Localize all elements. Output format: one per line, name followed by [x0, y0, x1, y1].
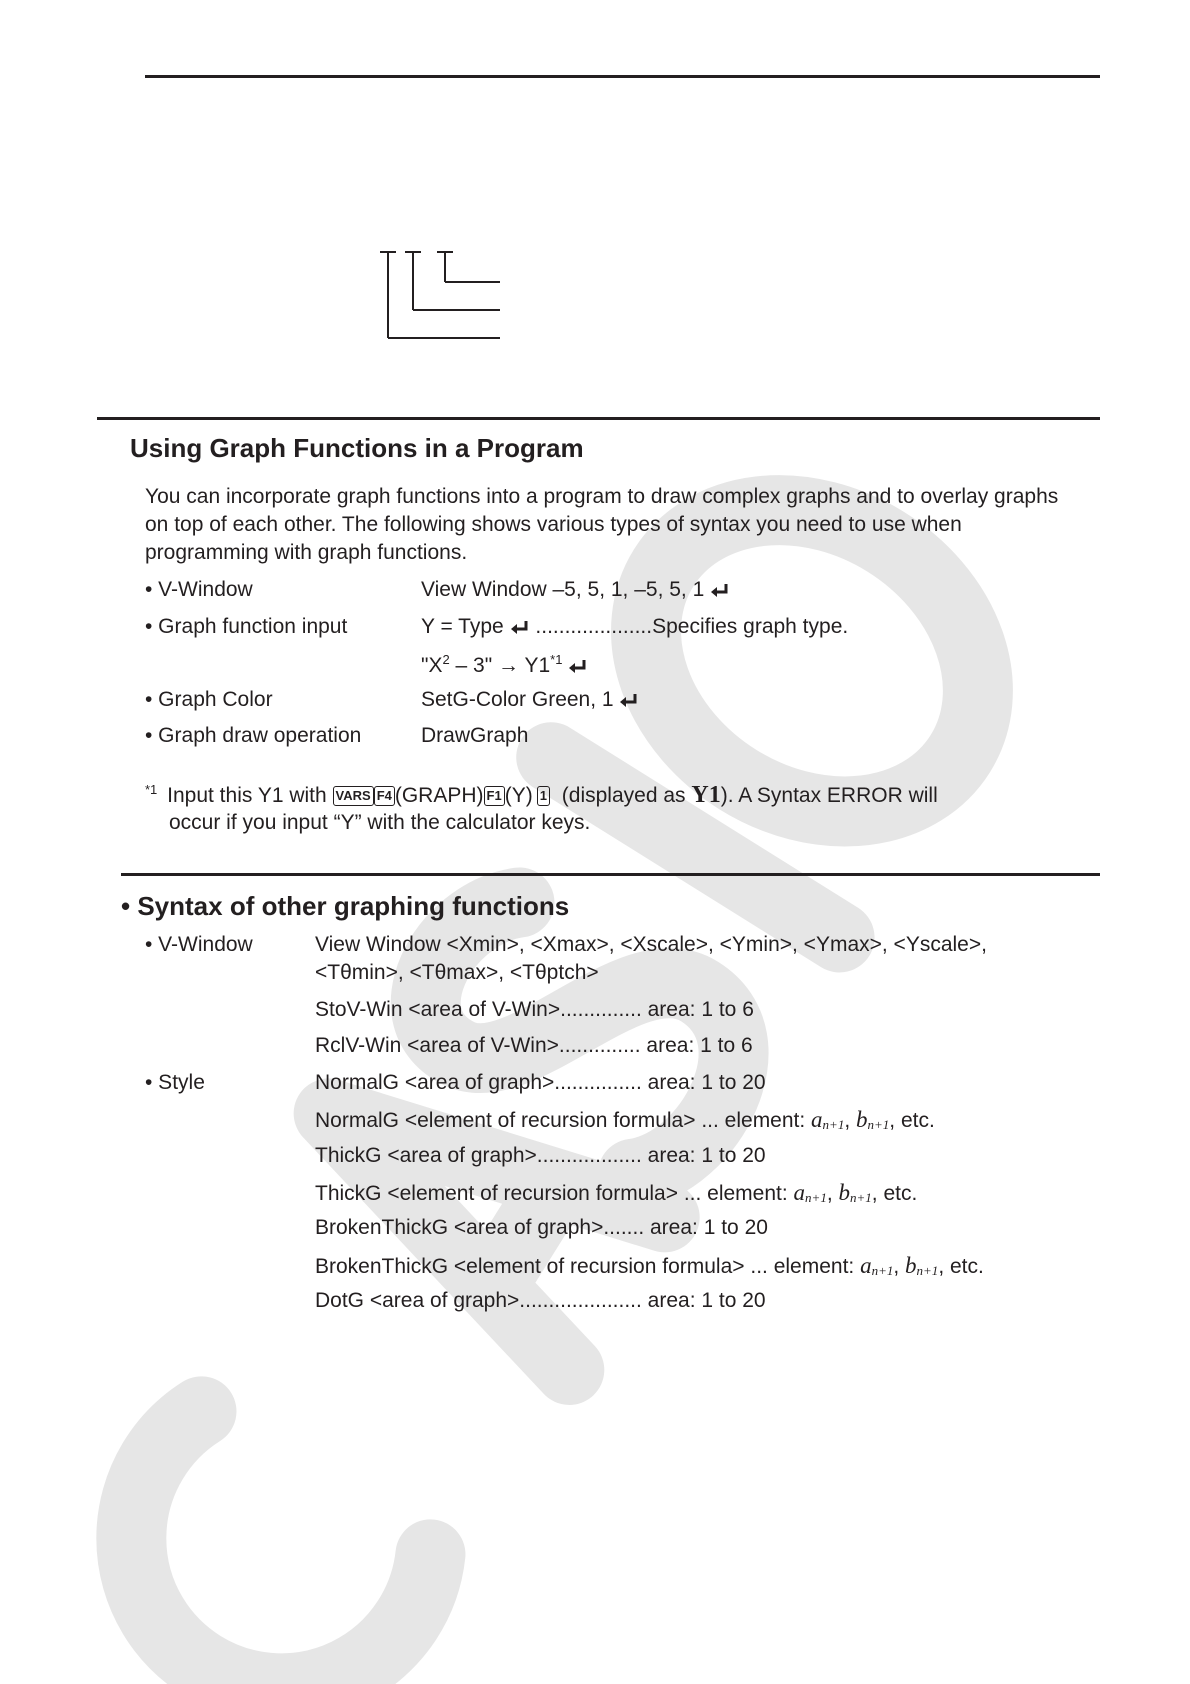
bracket-diagram: [380, 248, 500, 348]
row-color-text: SetG-Color Green, 1: [421, 688, 614, 711]
elem-sub: n+1: [850, 1190, 872, 1205]
x2-pre: "X: [421, 654, 443, 677]
s2-broken-area: BrokenThickG <area of graph>....... area: 1 to 20: [315, 1216, 768, 1239]
elem-a: a: [793, 1180, 806, 1205]
footnote-mark: *1: [145, 782, 158, 797]
s2-normal-elem: [315, 1107, 935, 1133]
footnote-ref: *1: [550, 652, 563, 667]
row-vwindow-text: View Window –5, 5, 1, –5, 5, 1: [421, 578, 705, 601]
graph-label: (GRAPH): [394, 784, 484, 807]
elem-b: b: [856, 1107, 868, 1132]
section2-title: Syntax of other graphing functions: [137, 891, 570, 921]
row-graph-color: [145, 688, 1095, 718]
f4-key: F4: [374, 786, 395, 806]
section1-title: Using Graph Functions in a Program: [130, 433, 584, 463]
elem-end: , etc.: [938, 1255, 984, 1278]
elem-a: a: [860, 1253, 872, 1278]
s2-vwindow-line2: <Tθmin>, <Tθmax>, <Tθptch>: [315, 961, 599, 984]
footnote-line2: occur if you input “Y” with the calculator keys.: [169, 811, 591, 834]
x2-post: – 3" → Y1: [449, 654, 551, 677]
return-icon: [619, 692, 639, 708]
return-icon: [710, 582, 730, 598]
row-gfi-label: • Graph function input: [145, 615, 348, 638]
s2-normal-area: NormalG <area of graph>............... area: 1 to 20: [315, 1071, 766, 1094]
elem-sub: n+1: [822, 1117, 845, 1132]
elem-b: b: [838, 1180, 850, 1205]
row-x2-assignment: [145, 652, 1095, 682]
s2-rclv: RclV-Win <area of V-Win>.............. area: 1 to 6: [315, 1034, 753, 1057]
footnote-p1: Input this Y1 with: [167, 784, 327, 807]
s2-broken-elem: [315, 1253, 984, 1279]
elem-sep: ,: [844, 1109, 856, 1132]
row-draw-label: • Graph draw operation: [145, 724, 362, 747]
row-gfi-value: [421, 615, 848, 639]
section2-title-row: [121, 891, 569, 922]
row-vwindow-value: [421, 578, 730, 602]
elem-sep: ,: [893, 1255, 906, 1278]
elem-sub: n+1: [867, 1117, 890, 1132]
elem-sub: n+1: [916, 1263, 939, 1278]
elem-sub: n+1: [805, 1190, 827, 1205]
y1-symbol: Y1: [691, 782, 721, 808]
row-vwindow: [145, 578, 1095, 608]
broken-elem-text: BrokenThickG <element of recursion formula> ... element:: [315, 1255, 861, 1278]
thick-elem-text: ThickG <element of recursion formula> ... element:: [315, 1182, 794, 1205]
y-label: (Y): [504, 784, 533, 807]
row-draw-value: DrawGraph: [421, 724, 529, 747]
section2-bullet: •: [121, 891, 131, 921]
section2-rule: [121, 873, 1100, 876]
s2-stov: StoV-Win <area of V-Win>.............. area: 1 to 6: [315, 998, 754, 1021]
row-gfi-text: Y = Type: [421, 615, 504, 638]
x2-sup: 2: [442, 652, 450, 667]
s2-vwindow-line1: View Window <Xmin>, <Xmax>, <Xscale>, <Ymin>, <Ymax>, <Yscale>,: [315, 933, 987, 956]
s2-dot-area: DotG <area of graph>..................... area: 1 to 20: [315, 1289, 766, 1312]
s2-vwindow-label: • V-Window: [145, 933, 253, 956]
row-color-value: [421, 688, 639, 712]
elem-end: , etc.: [871, 1182, 918, 1205]
top-rule: [145, 75, 1100, 78]
row-graph-function-input: [145, 615, 1095, 645]
elem-sep: ,: [826, 1182, 839, 1205]
elem-end: , etc.: [889, 1109, 935, 1132]
footnote-line1: [145, 782, 938, 809]
elem-b: b: [905, 1253, 917, 1278]
s2-thick-elem: [315, 1180, 917, 1206]
row-vwindow-label: • V-Window: [145, 578, 253, 601]
row-color-label: • Graph Color: [145, 688, 273, 711]
elem-sub: n+1: [871, 1263, 894, 1278]
return-icon: [568, 658, 588, 674]
footnote-p3: ). A Syntax ERROR will: [720, 784, 938, 807]
vars-key: VARS: [333, 786, 374, 806]
section1-intro: You can incorporate graph functions into a program to draw complex graphs and to overlay graphs on top of each other. The following shows various types of syntax you need to use when programming with graph functions.: [145, 485, 1059, 564]
one-key: 1: [537, 786, 550, 806]
s2-style-label: • Style: [145, 1071, 205, 1094]
normal-elem-text: NormalG <element of recursion formula> ... element:: [315, 1109, 812, 1132]
s2-thick-area: ThickG <area of graph>.................. area: 1 to 20: [315, 1144, 766, 1167]
elem-a: a: [811, 1107, 823, 1132]
f1-key: F1: [484, 786, 505, 806]
return-icon: [510, 619, 530, 635]
row-graph-draw: [145, 724, 1095, 754]
row-gfi-note: ....................Specifies graph type.: [535, 615, 849, 638]
row-x2-value: [421, 652, 588, 678]
footnote-p2: (displayed as: [561, 784, 686, 807]
section1-rule: [97, 417, 1100, 420]
